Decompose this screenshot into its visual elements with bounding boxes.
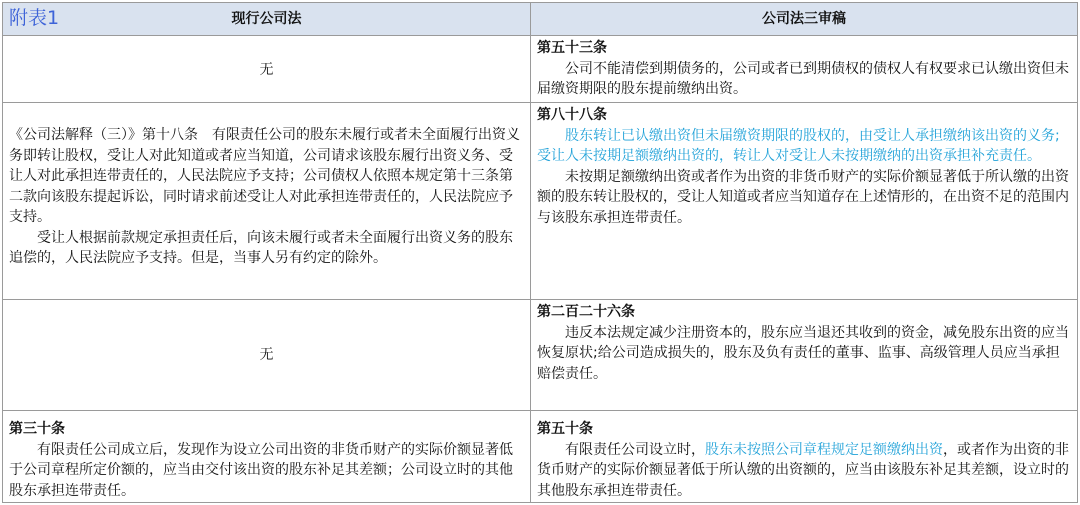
row1-left-none: 无 xyxy=(259,62,274,78)
row4-left-cell xyxy=(3,419,530,501)
row3-right-cell xyxy=(531,302,1077,384)
comparison-table xyxy=(2,2,1078,503)
table-header xyxy=(3,3,1077,36)
article-title: 第三十条 xyxy=(9,421,65,437)
judicial-interpretation-text-2: 受让人根据前款规定承担责任后，向该未履行或者未全面履行出资义务的股东追偿的，人民法院应予支持。但是，当事人另有约定的除外。 xyxy=(9,229,513,266)
appendix-label: 附表1 xyxy=(9,7,60,29)
article-title: 第五十三条 xyxy=(537,40,607,56)
article-title: 第五十条 xyxy=(537,421,593,437)
row4-right-cell xyxy=(531,419,1077,501)
header-current-law: 现行公司法 xyxy=(231,11,302,27)
row-divider xyxy=(3,299,1077,300)
article-text: 违反本法规定减少注册资本的，股东应当退还其收到的资金，减免股东出资的应当恢复原状;给公司造成损失的，股东及负有责任的董事、监事、高级管理人员应当承担赔偿责任。 xyxy=(537,324,1069,382)
header-third-draft: 公司法三审稿 xyxy=(762,11,846,27)
highlighted-text: 股东未按照公司章程规定足额缴纳出资 xyxy=(705,441,943,458)
row1-right-cell xyxy=(531,38,1077,100)
article-text: 公司不能清偿到期债务的，公司或者已到期债权的债权人有权要求已认缴出资但未届缴资期限的股东提前缴纳出资。 xyxy=(537,60,1069,97)
article-text-end: ，或者作为出资的非货币财产的实际价额显著低于所认缴的出资额的，应当由该股东补足其差额，设立时的其他股东承担连带责任。 xyxy=(537,441,1069,499)
article-text: 有限责任公司成立后，发现作为设立公司出资的非货币财产的实际价额显著低于公司章程所定价额的，应当由交付该出资的股东补足其差额；公司设立时的其他股东承担连带责任。 xyxy=(9,441,513,499)
row-divider xyxy=(3,410,1077,411)
highlighted-text: 股东转让已认缴出资但未届缴资期限的股权的，由受让人承担缴纳该出资的义务;受让人未按期足额缴纳出资的，转让人对受让人未按期缴纳的出资承担补充责任。 xyxy=(537,127,1060,164)
article-text: 未按期足额缴纳出资或者作为出资的非货币财产的实际价额显著低于所认缴的出资额的股东转让股权的，受让人知道或者应当知道存在上述情形的，在出资不足的范围内与该股东承担连带责任。 xyxy=(537,168,1069,226)
row2-left-cell xyxy=(3,125,530,269)
article-text xyxy=(537,440,1069,502)
judicial-interpretation-text: 《公司法解释（三）》第十八条 有限责任公司的股东未履行或者未全面履行出资义务即转让股权，受让人对此知道或者应当知道，公司请求该股东履行出资义务、受让人对此承担连带责任的，人民法院应予支持；公司债权人依照本规定第十三条第二款向该股东提起诉讼，同时请求前述受让人对此承担连带责任的，人民法院应予支持。 xyxy=(9,127,520,225)
row3-left-none: 无 xyxy=(259,347,274,363)
row2-right-cell xyxy=(531,105,1077,228)
article-title: 第二百二十六条 xyxy=(537,304,635,320)
article-text-start: 有限责任公司设立时， xyxy=(565,441,705,458)
article-title: 第八十八条 xyxy=(537,107,607,123)
row-divider xyxy=(3,102,1077,103)
